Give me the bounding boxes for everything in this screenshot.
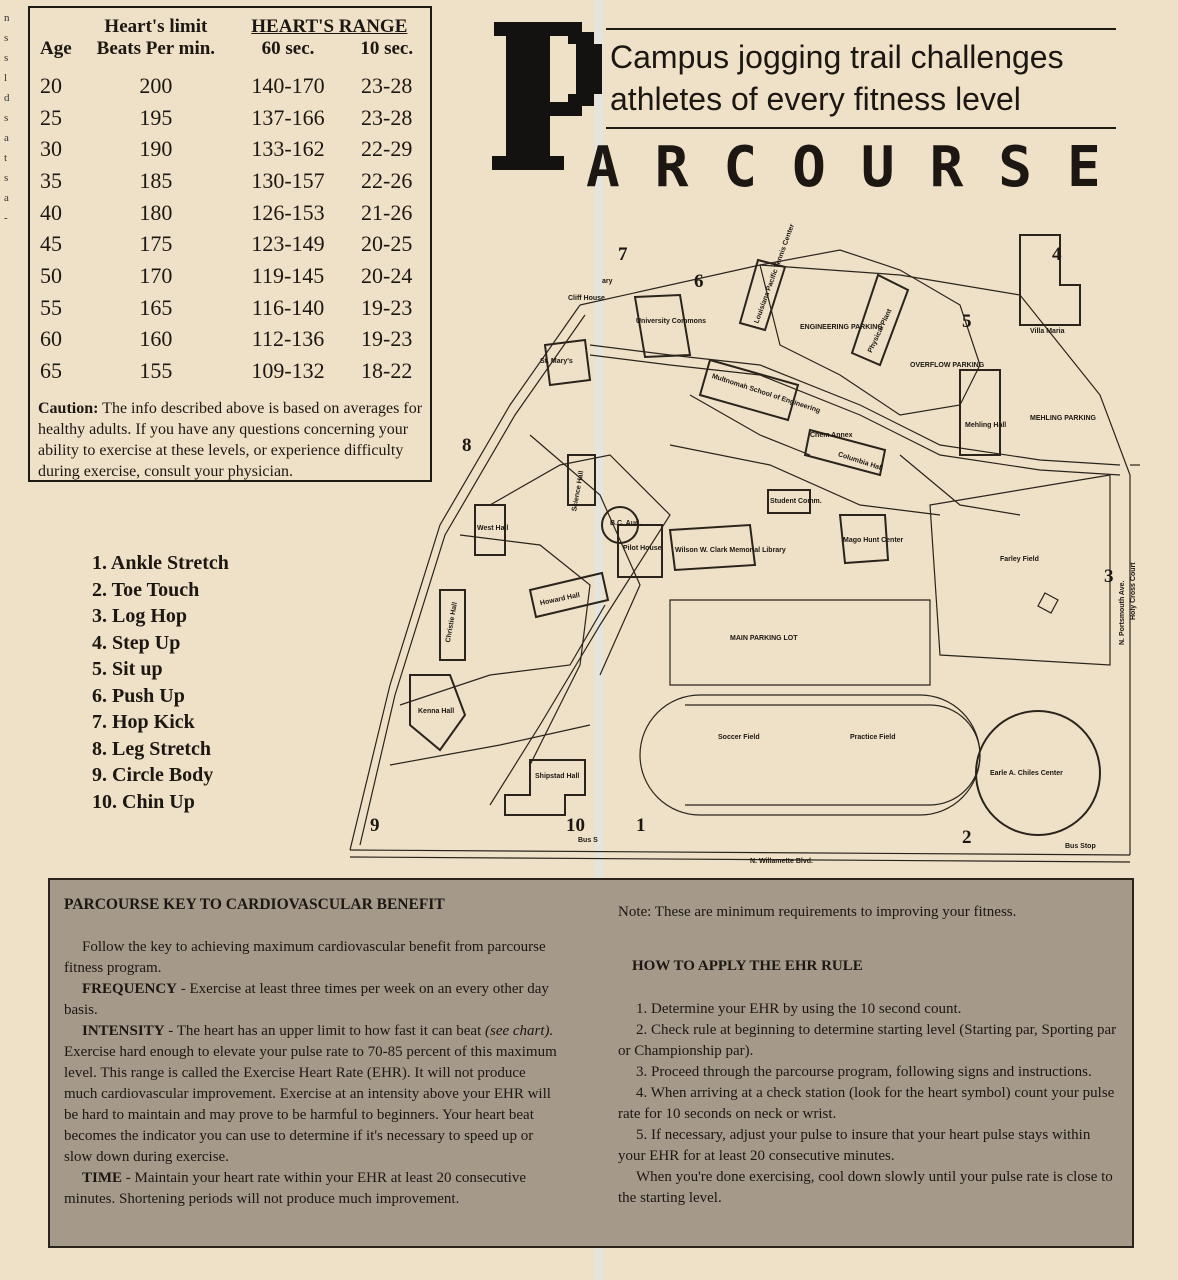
map-label-tennis-center: Louisiana Pacific Tennis Center xyxy=(753,223,797,325)
headline-rule-bottom xyxy=(606,127,1116,129)
table-cell-limit: 155 xyxy=(139,358,173,384)
exercise-list xyxy=(92,550,229,815)
campus-path xyxy=(460,535,590,765)
campus-path xyxy=(590,345,1120,465)
map-label-cliff-house: Cliff House xyxy=(568,295,605,302)
map-label-columbia-hall: Columbia Hall xyxy=(837,451,884,473)
map-label-howard-hall: Howard Hall xyxy=(539,591,581,608)
key-intro: Follow the key to achieving maximum cardiovascular benefit from parcourse fitness program. xyxy=(64,939,546,976)
table-cell-limit: 165 xyxy=(139,294,173,320)
table-cell-r10: 21-26 xyxy=(361,199,413,225)
farley-field xyxy=(930,475,1110,665)
list-item: 1. Ankle Stretch xyxy=(92,552,229,574)
campus-road xyxy=(350,305,580,850)
station-5: 5 xyxy=(962,311,972,332)
key-title: PARCOURSE KEY TO CARDIOVASCULAR BENEFIT xyxy=(64,896,445,913)
table-cell-age: 60 xyxy=(40,326,62,352)
map-label-holy-cross: Holy Cross Court xyxy=(1130,562,1137,620)
table-row xyxy=(36,133,428,165)
cropped-column-letters xyxy=(4,8,16,228)
list-item: 4. Step Up xyxy=(92,631,181,654)
key-time xyxy=(64,1168,562,1210)
map-label-villa-maria: Villa Maria xyxy=(1030,328,1065,335)
ehr-title: HOW TO APPLY THE EHR RULE xyxy=(632,958,863,974)
table-cell-r10: 22-29 xyxy=(361,136,413,162)
table-cell-limit: 200 xyxy=(139,72,173,98)
station-3: 3 xyxy=(1104,566,1114,587)
shipstad-hall-building xyxy=(505,760,585,815)
table-cell-age: 35 xyxy=(40,167,62,193)
map-label-shipstad-hall: Shipstad Hall xyxy=(535,773,580,780)
map-label-pilot-house: Pilot House xyxy=(623,545,662,552)
headline-line-1: Campus jogging trail challenges xyxy=(610,39,1064,75)
table-cell-age: 25 xyxy=(40,104,62,130)
table-cell-limit: 190 xyxy=(139,136,173,162)
table-cell-age: 30 xyxy=(40,136,62,162)
range-header: HEART'S RANGE xyxy=(251,16,408,37)
table-cell-r10: 23-28 xyxy=(361,104,413,130)
table-cell-age: 20 xyxy=(40,72,62,98)
edge-letter: n xyxy=(4,12,10,24)
limit-header-top: Heart's limit xyxy=(104,16,208,37)
campus-path xyxy=(400,605,605,705)
map-label-chem-annex: Chem Annex xyxy=(810,432,853,439)
table-cell-r10: 20-24 xyxy=(361,262,413,288)
villa-maria-building xyxy=(1020,235,1080,325)
headline xyxy=(610,36,1110,120)
intensity-text-a: - The heart has an upper limit to how fast it can beat xyxy=(164,1023,485,1039)
table-cell-r60: 119-145 xyxy=(251,262,325,288)
table-cell-age: 40 xyxy=(40,199,62,225)
list-item: 8. Leg Stretch xyxy=(92,737,212,760)
table-cell-limit: 195 xyxy=(139,104,173,130)
ehr-closing: When you're done exercising, cool down slowly until your pulse rate is close to the starting level. xyxy=(618,1169,1113,1206)
table-cell-age: 45 xyxy=(40,231,62,257)
list-item: 9. Circle Body xyxy=(92,764,214,786)
table-cell-r10: 23-28 xyxy=(361,72,413,98)
station-4: 4 xyxy=(1052,244,1062,265)
key-intensity xyxy=(64,1021,562,1168)
range-60-header: 60 sec. xyxy=(261,38,315,59)
edge-letter: a xyxy=(4,192,9,204)
list-item: 3. Log Hop xyxy=(92,605,188,627)
map-label-physical-plant: Physical Plant xyxy=(867,307,894,354)
table-cell-limit: 170 xyxy=(139,262,173,288)
table-cell-age: 50 xyxy=(40,262,62,288)
map-label-west-hall: West Hall xyxy=(477,525,509,532)
table-cell-r60: 133-162 xyxy=(251,136,325,162)
map-label-university-commons: University Commons xyxy=(636,318,707,325)
table-row xyxy=(36,102,428,134)
station-10: 10 xyxy=(566,815,585,836)
table-cell-limit: 180 xyxy=(139,199,173,225)
edge-letter: t xyxy=(4,152,8,164)
map-label-kenna-hall: Kenna Hall xyxy=(418,708,455,715)
ehr-step: 5. If necessary, adjust your pulse to insure that your heart pulse stays within your EHR for at least 20 consecutive minutes. xyxy=(618,1127,1091,1164)
campus-road xyxy=(360,315,585,845)
university-commons-building xyxy=(635,295,690,357)
intensity-label: INTENSITY xyxy=(82,1023,165,1039)
parking-area xyxy=(760,250,980,415)
station-6: 6 xyxy=(694,271,704,292)
map-label-st-marys: St. Mary's xyxy=(540,358,573,365)
list-item: 5. Sit up xyxy=(92,658,163,680)
table-cell-age: 55 xyxy=(40,294,62,320)
table-cell-r60: 126-153 xyxy=(251,199,325,225)
edge-letter: s xyxy=(4,112,9,124)
table-row xyxy=(36,165,428,197)
table-cell-r60: 130-157 xyxy=(251,167,325,193)
table-cell-limit: 175 xyxy=(139,231,173,257)
map-label-portsmouth: N. Portsmouth Ave. xyxy=(1119,580,1126,645)
key-frequency xyxy=(64,979,562,1021)
map-label-mehling-hall: Mehling Hall xyxy=(965,422,1007,429)
frequency-text: - Exercise at least three times per week on an every other day basis. xyxy=(64,981,549,1018)
table-cell-age: 65 xyxy=(40,358,62,384)
range-10-header: 10 sec. xyxy=(360,38,414,59)
station-8: 8 xyxy=(462,435,472,456)
limit-header-bottom: Beats Per min. xyxy=(96,38,216,59)
list-item: 7. Hop Kick xyxy=(92,711,195,733)
map-label-student-comm: Student Comm. xyxy=(770,498,822,505)
frequency-label: FREQUENCY xyxy=(82,981,178,997)
station-1: 1 xyxy=(636,815,646,836)
table-cell-r60: 140-170 xyxy=(251,72,325,98)
cardio-key-box xyxy=(48,878,1134,1248)
campus-map xyxy=(340,205,1140,875)
intensity-italic: (see chart). xyxy=(485,1023,554,1039)
campus-path xyxy=(490,455,670,805)
table-cell-r60: 116-140 xyxy=(251,294,325,320)
map-label-science-hall: Science Hall xyxy=(571,470,586,513)
edge-letter: s xyxy=(4,32,9,44)
age-header: Age xyxy=(40,38,72,59)
edge-letter: - xyxy=(4,212,8,224)
map-label-mago-hunt: Mago Hunt Center xyxy=(843,537,904,544)
parcourse-title: ARCOURSE xyxy=(586,135,1136,200)
key-left-column xyxy=(64,894,562,1210)
map-label-soccer-field: Soccer Field xyxy=(718,734,760,741)
caution-label: Caution: xyxy=(38,400,99,417)
edge-letter: s xyxy=(4,172,9,184)
time-label: TIME xyxy=(82,1170,123,1186)
map-label-bus-stop-right: Bus Stop xyxy=(1065,843,1096,850)
station-7: 7 xyxy=(618,244,628,265)
map-label-farley-field: Farley Field xyxy=(1000,556,1039,563)
map-label-engineering-parking: ENGINEERING PARKING xyxy=(800,324,883,331)
table-cell-limit: 160 xyxy=(139,326,173,352)
map-label-bus-stop-left: Bus S xyxy=(578,837,598,844)
list-item: 10. Chin Up xyxy=(92,790,195,813)
map-label-main-parking: MAIN PARKING LOT xyxy=(730,635,798,642)
ehr-step: 1. Determine your EHR by using the 10 second count. xyxy=(636,1001,962,1017)
map-label-clark-library: Wilson W. Clark Memorial Library xyxy=(675,547,786,554)
mehling-hall-building xyxy=(960,370,1000,455)
caution-text: The info described above is based on averages for healthy adults. If you have any questions concerning your ability to exercise at these levels, or experience difficulty during exercise, consult your physician. xyxy=(38,400,423,480)
ehr-step: 3. Proceed through the parcourse program, following signs and instructions. xyxy=(636,1064,1092,1080)
edge-letter: a xyxy=(4,132,9,144)
campus-road xyxy=(350,850,1130,855)
headline-line-2: athletes of every fitness level xyxy=(610,81,1021,117)
edge-letter: s xyxy=(4,52,9,64)
baseball-diamond xyxy=(1038,593,1058,613)
table-cell-r10: 22-26 xyxy=(361,167,413,193)
station-9: 9 xyxy=(370,815,380,836)
table-cell-r10: 19-23 xyxy=(361,294,413,320)
time-text: - Maintain your heart rate within your EHR at least 20 consecutive minutes. Shortening periods will not produce much improvement. xyxy=(64,1170,527,1207)
key-note: Note: These are minimum requirements to improving your fitness. xyxy=(618,904,1017,920)
table-cell-r10: 20-25 xyxy=(361,231,413,257)
campus-road xyxy=(350,857,1130,862)
table-cell-limit: 185 xyxy=(139,167,173,193)
edge-letter: l xyxy=(4,72,8,84)
table-row xyxy=(36,70,428,102)
map-label-christie-hall: Christie Hall xyxy=(444,601,459,644)
table-cell-r60: 123-149 xyxy=(251,231,325,257)
headline-rule-top xyxy=(606,28,1116,30)
table-cell-r60: 112-136 xyxy=(251,326,325,352)
edge-letter: d xyxy=(4,92,10,104)
soccer-track xyxy=(640,695,980,815)
list-item: 2. Toe Touch xyxy=(92,578,200,601)
table-cell-r60: 109-132 xyxy=(251,358,325,384)
map-label-willamette: N. Willamette Blvd. xyxy=(750,858,813,865)
map-label-multnomah: Multnomah School of Engineering xyxy=(710,372,822,415)
station-2: 2 xyxy=(962,827,972,848)
table-cell-r60: 137-166 xyxy=(251,104,325,130)
map-label-library-partial: ary xyxy=(602,278,613,285)
map-label-mehling-parking: MEHLING PARKING xyxy=(1030,415,1096,422)
map-label-overflow-parking: OVERFLOW PARKING xyxy=(910,362,985,369)
main-parking-lot xyxy=(670,600,930,685)
intensity-text-b: Exercise hard enough to elevate your pulse rate to 70-85 percent of this maximum level. This range is called the Exercise Heart Rate (EHR). It will not produce much cardiovascular improvement. Exercise at an intensity above your EHR will be hard to maintain and may prove to be harmful to beginners. Your heart beat becomes the indicator you can use to determine if it's necessary to speed up or slow down during exercise. xyxy=(64,1044,557,1165)
soccer-track-inner xyxy=(685,705,980,805)
list-item: 6. Push Up xyxy=(92,684,185,707)
map-label-practice-field: Practice Field xyxy=(850,734,896,741)
physical-plant-building xyxy=(852,275,908,365)
ehr-step: 4. When arriving at a check station (look for the heart symbol) count your pulse rate for 10 seconds on neck or wrist. xyxy=(618,1085,1115,1122)
map-label-bc-aud: B.C. Aud. xyxy=(610,520,642,527)
map-label-chiles-center: Earle A. Chiles Center xyxy=(990,770,1063,777)
table-cell-r10: 18-22 xyxy=(361,358,413,384)
key-right-column xyxy=(618,902,1118,1209)
table-cell-r10: 19-23 xyxy=(361,326,413,352)
ehr-step: 2. Check rule at beginning to determine starting level (Starting par, Sporting par or Championship par). xyxy=(618,1022,1117,1059)
